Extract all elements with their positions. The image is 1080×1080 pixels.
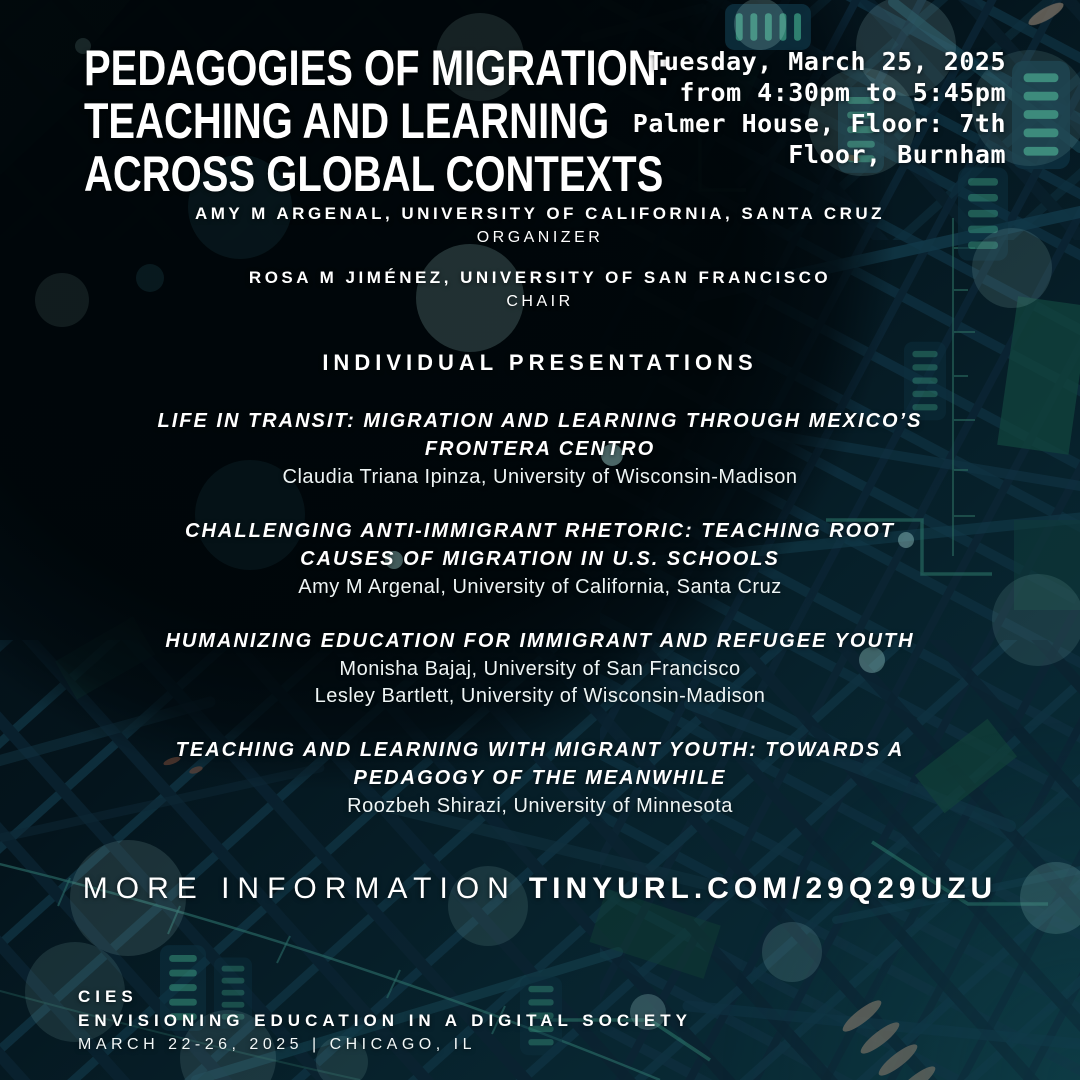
section-heading: INDIVIDUAL PRESENTATIONS <box>322 350 758 375</box>
presentations-section <box>0 350 1080 846</box>
presentation-item <box>0 627 1080 709</box>
more-info-link[interactable]: TINYURL.COM/29Q29UZU <box>528 872 998 905</box>
organizer-role: ORGANIZER <box>476 229 604 246</box>
schedule-time: from 4:30pm to 5:45pm <box>679 78 1006 107</box>
event-title-line: PEDAGOGIES OF MIGRATION: <box>84 40 670 96</box>
event-title-line: ACROSS GLOBAL CONTEXTS <box>84 146 664 202</box>
presentation-title <box>0 517 1080 573</box>
presentation-title <box>0 407 1080 463</box>
organizer-name: AMY M ARGENAL, UNIVERSITY OF CALIFORNIA, SANTA CRUZ <box>194 204 886 223</box>
presentation-speaker: Monisha Bajaj, University of San Francisco <box>339 658 741 680</box>
chair-name: ROSA M JIMÉNEZ, UNIVERSITY OF SAN FRANCISCO <box>248 268 832 287</box>
chair-role: CHAIR <box>506 293 574 310</box>
presentation-title-line: LIFE IN TRANSIT: MIGRATION AND LEARNING THROUGH MEXICO’S <box>157 410 923 432</box>
presentation-title-line: FRONTERA CENTRO <box>424 438 656 460</box>
schedule-room: Floor, Burnham <box>788 140 1006 169</box>
more-info-label: MORE INFORMATION <box>82 872 517 905</box>
conference-org: CIES <box>78 987 138 1006</box>
conference-theme: ENVISIONING EDUCATION IN A DIGITAL SOCIETY <box>78 1011 692 1030</box>
conference-footer <box>78 985 692 1057</box>
schedule-venue: Palmer House, Floor: 7th <box>632 109 1006 138</box>
schedule-date: Tuesday, March 25, 2025 <box>648 47 1006 76</box>
event-title <box>84 42 670 201</box>
presentation-title-line: CAUSES OF MIGRATION IN U.S. SCHOOLS <box>300 548 780 570</box>
presentation-title <box>0 627 1080 655</box>
presentation-title-line: TEACHING AND LEARNING WITH MIGRANT YOUTH: TOWARDS A <box>175 739 905 761</box>
credits <box>0 201 1080 329</box>
presentation-item <box>0 407 1080 490</box>
presentation-title-line: CHALLENGING ANTI-IMMIGRANT RHETORIC: TEACHING ROOT <box>185 520 895 542</box>
event-title-line: TEACHING AND LEARNING <box>84 93 610 149</box>
presentation-speaker: Roozbeh Shirazi, University of Minnesota <box>347 795 733 817</box>
presentation-title-line: PEDAGOGY OF THE MEANWHILE <box>353 767 727 789</box>
presentation-speaker: Amy M Argenal, University of California, Santa Cruz <box>298 576 782 598</box>
schedule-info <box>633 46 1006 170</box>
presentation-speaker: Claudia Triana Ipinza, University of Wisconsin-Madison <box>282 466 798 488</box>
conference-dates-location: MARCH 22-26, 2025 | CHICAGO, IL <box>78 1036 476 1053</box>
more-info <box>0 872 1080 906</box>
presentation-title <box>0 736 1080 792</box>
presentation-title-line: HUMANIZING EDUCATION FOR IMMIGRANT AND REFUGEE YOUTH <box>165 630 915 652</box>
presentation-speaker: Lesley Bartlett, University of Wisconsin-Madison <box>314 685 766 707</box>
presentation-item <box>0 517 1080 600</box>
presentation-item <box>0 736 1080 819</box>
